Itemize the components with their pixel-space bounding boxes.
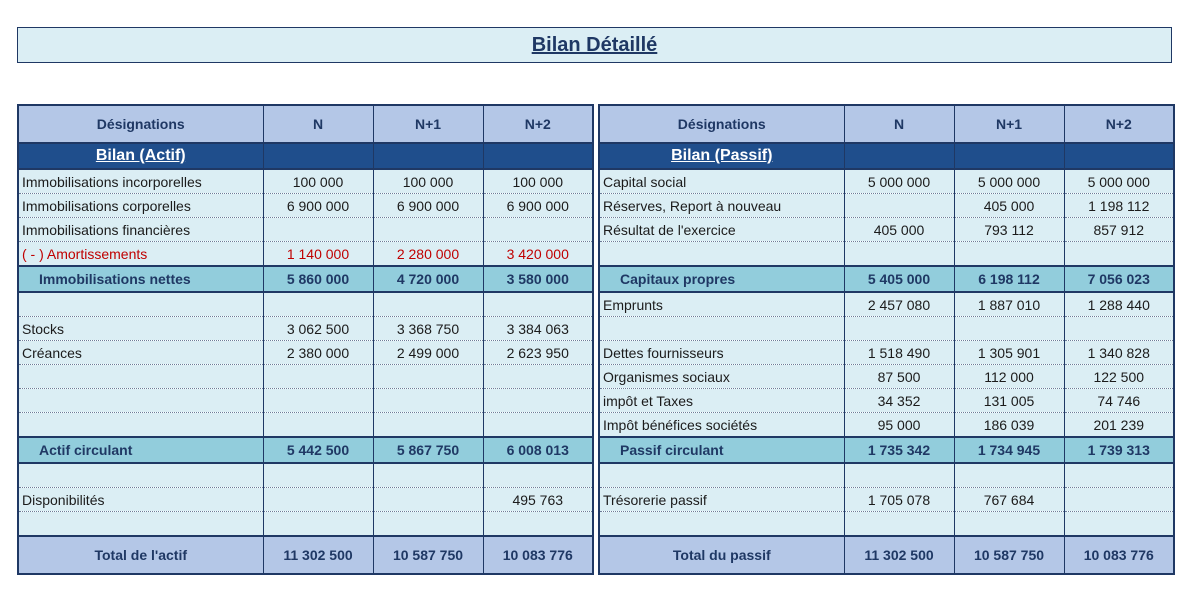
cell-n2[interactable]: 1 288 440: [1064, 292, 1174, 317]
cell-n1[interactable]: 6 198 112: [954, 266, 1064, 292]
row-label[interactable]: impôt et Taxes: [599, 389, 844, 413]
cell-n1[interactable]: 1 887 010: [954, 292, 1064, 317]
row-label[interactable]: Capitaux propres: [599, 266, 844, 292]
table-row: [599, 242, 1174, 267]
cell-n2[interactable]: [483, 365, 593, 389]
cell-n[interactable]: 87 500: [844, 365, 954, 389]
cell-n1[interactable]: [373, 413, 483, 438]
total-passif-row: [599, 536, 1174, 574]
cell-n2[interactable]: 3 580 000: [483, 266, 593, 292]
cell-n2[interactable]: 10 083 776: [483, 536, 593, 574]
passif-section-label: Bilan (Passif): [671, 147, 773, 164]
cell-n[interactable]: [263, 218, 373, 242]
table-row: [599, 194, 1174, 218]
row-label[interactable]: Réserves, Report à nouveau: [599, 194, 844, 218]
cell-n2[interactable]: [483, 413, 593, 438]
cell-n1[interactable]: 131 005: [954, 389, 1064, 413]
sheet-title-box: [17, 27, 1172, 63]
row-label[interactable]: [18, 463, 263, 488]
cell-n1[interactable]: 100 000: [373, 169, 483, 194]
cell-n[interactable]: 2 457 080: [844, 292, 954, 317]
row-label[interactable]: Créances: [18, 341, 263, 365]
cell-n2[interactable]: 1 340 828: [1064, 341, 1174, 365]
header-n1[interactable]: N+1: [373, 105, 483, 143]
row-label[interactable]: [599, 242, 844, 267]
cell[interactable]: [844, 143, 954, 169]
cell-n[interactable]: 34 352: [844, 389, 954, 413]
row-label[interactable]: Disponibilités: [18, 488, 263, 512]
actif-circulant-row: [18, 437, 593, 463]
row-label[interactable]: Dettes fournisseurs: [599, 341, 844, 365]
cell-n2[interactable]: 74 746: [1064, 389, 1174, 413]
cell-n2[interactable]: [483, 218, 593, 242]
cell-n2[interactable]: 100 000: [483, 169, 593, 194]
passif-section-row: [599, 143, 1174, 169]
row-label[interactable]: Total de l'actif: [18, 536, 263, 574]
cell-n[interactable]: [844, 463, 954, 488]
cell-n1[interactable]: [373, 292, 483, 317]
cell-n1[interactable]: 1 734 945: [954, 437, 1064, 463]
cell-n1[interactable]: 10 587 750: [373, 536, 483, 574]
row-label[interactable]: Stocks: [18, 317, 263, 341]
actif-header-row: [18, 105, 593, 143]
cell-n[interactable]: [263, 413, 373, 438]
cell-n2[interactable]: 201 239: [1064, 413, 1174, 438]
cell-n1[interactable]: [954, 512, 1064, 537]
table-row: [18, 512, 593, 537]
actif-table: [17, 104, 594, 575]
cell-n2[interactable]: 7 056 023: [1064, 266, 1174, 292]
cell-n[interactable]: 1 735 342: [844, 437, 954, 463]
cell-n[interactable]: 95 000: [844, 413, 954, 438]
cell-n[interactable]: [263, 463, 373, 488]
cell-n2[interactable]: [1064, 317, 1174, 341]
table-row: [599, 488, 1174, 512]
header-designations[interactable]: Désignations: [18, 105, 263, 143]
cell-n1[interactable]: 1 305 901: [954, 341, 1064, 365]
table-row: [18, 389, 593, 413]
cell-n1[interactable]: 5 000 000: [954, 169, 1064, 194]
cell-n[interactable]: 5 860 000: [263, 266, 373, 292]
header-n2[interactable]: N+2: [483, 105, 593, 143]
cell-n[interactable]: [263, 389, 373, 413]
cell-n[interactable]: 5 442 500: [263, 437, 373, 463]
row-label[interactable]: [18, 413, 263, 438]
total-actif-row: [18, 536, 593, 574]
row-label[interactable]: [18, 292, 263, 317]
table-row: [599, 365, 1174, 389]
cell-n2[interactable]: 1 739 313: [1064, 437, 1174, 463]
actif-section-cell[interactable]: [18, 143, 263, 169]
row-label[interactable]: Immobilisations incorporelles: [18, 169, 263, 194]
passif-section-cell[interactable]: [599, 143, 844, 169]
row-label[interactable]: Total du passif: [599, 536, 844, 574]
table-row: [18, 292, 593, 317]
cell-n[interactable]: [844, 512, 954, 537]
cell-n2[interactable]: [1064, 488, 1174, 512]
row-label[interactable]: Capital social: [599, 169, 844, 194]
cell[interactable]: [483, 143, 593, 169]
cell-n1[interactable]: 112 000: [954, 365, 1064, 389]
row-label[interactable]: ( - ) Amortissements: [18, 242, 263, 267]
table-row: [18, 488, 593, 512]
cell-n1[interactable]: 2 280 000: [373, 242, 483, 267]
row-label[interactable]: Organismes sociaux: [599, 365, 844, 389]
capitaux-propres-row: [599, 266, 1174, 292]
table-row: [599, 413, 1174, 438]
cell-n2[interactable]: [483, 292, 593, 317]
cell-n1[interactable]: [954, 463, 1064, 488]
table-row: [599, 292, 1174, 317]
cell-n2[interactable]: 3 384 063: [483, 317, 593, 341]
cell-n2[interactable]: [483, 389, 593, 413]
table-row: [18, 463, 593, 488]
cell-n1[interactable]: 10 587 750: [954, 536, 1064, 574]
cell-n[interactable]: [263, 512, 373, 537]
row-label[interactable]: Immobilisations corporelles: [18, 194, 263, 218]
cell-n1[interactable]: [954, 317, 1064, 341]
cell-n1[interactable]: [954, 242, 1064, 267]
cell-n2[interactable]: [1064, 512, 1174, 537]
actif-section-label: Bilan (Actif): [95, 147, 186, 164]
table-row: [18, 218, 593, 242]
cell-n1[interactable]: 6 900 000: [373, 194, 483, 218]
cell-n[interactable]: 3 062 500: [263, 317, 373, 341]
cell-n[interactable]: 1 140 000: [263, 242, 373, 267]
cell-n1[interactable]: 186 039: [954, 413, 1064, 438]
table-row: [18, 413, 593, 438]
cell-n2[interactable]: 6 008 013: [483, 437, 593, 463]
cell-n1[interactable]: [373, 365, 483, 389]
table-row: [599, 218, 1174, 242]
header-n[interactable]: N: [844, 105, 954, 143]
row-label[interactable]: Trésorerie passif: [599, 488, 844, 512]
cell-n[interactable]: [263, 488, 373, 512]
row-label[interactable]: [18, 512, 263, 537]
cell-n2[interactable]: [1064, 463, 1174, 488]
cell-n1[interactable]: [373, 512, 483, 537]
cell-n[interactable]: 11 302 500: [844, 536, 954, 574]
cell-n[interactable]: 2 380 000: [263, 341, 373, 365]
header-n2[interactable]: N+2: [1064, 105, 1174, 143]
table-row: [599, 341, 1174, 365]
table-row: [599, 169, 1174, 194]
cell-n[interactable]: 1 705 078: [844, 488, 954, 512]
cell-n2[interactable]: 495 763: [483, 488, 593, 512]
row-label[interactable]: Passif circulant: [599, 437, 844, 463]
cell-n1[interactable]: 2 499 000: [373, 341, 483, 365]
cell-n1[interactable]: 793 112: [954, 218, 1064, 242]
cell-n[interactable]: 1 518 490: [844, 341, 954, 365]
immo-nettes-row: [18, 266, 593, 292]
cell-n2[interactable]: [483, 512, 593, 537]
cell-n1[interactable]: [373, 488, 483, 512]
row-label[interactable]: [599, 512, 844, 537]
row-label[interactable]: [599, 463, 844, 488]
cell-n[interactable]: [844, 242, 954, 267]
passif-table: [598, 104, 1175, 575]
header-designations[interactable]: Désignations: [599, 105, 844, 143]
sheet-title: Bilan Détaillé: [531, 33, 658, 56]
cell-n[interactable]: 6 900 000: [263, 194, 373, 218]
row-label[interactable]: Impôt bénéfices sociétés: [599, 413, 844, 438]
cell-n2[interactable]: 1 198 112: [1064, 194, 1174, 218]
cell-n1[interactable]: 3 368 750: [373, 317, 483, 341]
cell-n2[interactable]: [483, 463, 593, 488]
cell-n[interactable]: [263, 365, 373, 389]
row-label[interactable]: Immobilisations financières: [18, 218, 263, 242]
cell-n1[interactable]: [373, 389, 483, 413]
table-row: [599, 317, 1174, 341]
cell[interactable]: [373, 143, 483, 169]
cell[interactable]: [954, 143, 1064, 169]
cell-n[interactable]: [263, 292, 373, 317]
table-row: [599, 512, 1174, 537]
cell-n2[interactable]: 6 900 000: [483, 194, 593, 218]
cell-n1[interactable]: 405 000: [954, 194, 1064, 218]
cell-n[interactable]: [844, 317, 954, 341]
actif-section-row: [18, 143, 593, 169]
cell-n2[interactable]: 857 912: [1064, 218, 1174, 242]
cell[interactable]: [1064, 143, 1174, 169]
passif-circulant-row: [599, 437, 1174, 463]
row-label[interactable]: [18, 365, 263, 389]
cell[interactable]: [263, 143, 373, 169]
cell-n2[interactable]: 122 500: [1064, 365, 1174, 389]
cell-n2[interactable]: 10 083 776: [1064, 536, 1174, 574]
cell-n2[interactable]: 3 420 000: [483, 242, 593, 267]
row-label[interactable]: Résultat de l'exercice: [599, 218, 844, 242]
passif-header-row: [599, 105, 1174, 143]
cell-n[interactable]: 5 405 000: [844, 266, 954, 292]
cell-n2[interactable]: 5 000 000: [1064, 169, 1174, 194]
table-row: [18, 317, 593, 341]
row-label[interactable]: [18, 389, 263, 413]
amortissements-row: [18, 242, 593, 267]
cell-n2[interactable]: [1064, 242, 1174, 267]
cell-n[interactable]: 405 000: [844, 218, 954, 242]
table-row: [599, 463, 1174, 488]
table-row: [18, 169, 593, 194]
cell-n2[interactable]: 2 623 950: [483, 341, 593, 365]
row-label[interactable]: Immobilisations nettes: [18, 266, 263, 292]
cell-n[interactable]: 100 000: [263, 169, 373, 194]
header-n1[interactable]: N+1: [954, 105, 1064, 143]
cell-n1[interactable]: 5 867 750: [373, 437, 483, 463]
row-label[interactable]: Actif circulant: [18, 437, 263, 463]
cell-n1[interactable]: [373, 463, 483, 488]
row-label[interactable]: [599, 317, 844, 341]
cell-n[interactable]: [844, 194, 954, 218]
cell-n1[interactable]: [373, 218, 483, 242]
cell-n[interactable]: 5 000 000: [844, 169, 954, 194]
table-row: [18, 341, 593, 365]
row-label[interactable]: Emprunts: [599, 292, 844, 317]
cell-n1[interactable]: 767 684: [954, 488, 1064, 512]
cell-n1[interactable]: 4 720 000: [373, 266, 483, 292]
table-row: [599, 389, 1174, 413]
header-n[interactable]: N: [263, 105, 373, 143]
cell-n[interactable]: 11 302 500: [263, 536, 373, 574]
table-row: [18, 365, 593, 389]
table-row: [18, 194, 593, 218]
